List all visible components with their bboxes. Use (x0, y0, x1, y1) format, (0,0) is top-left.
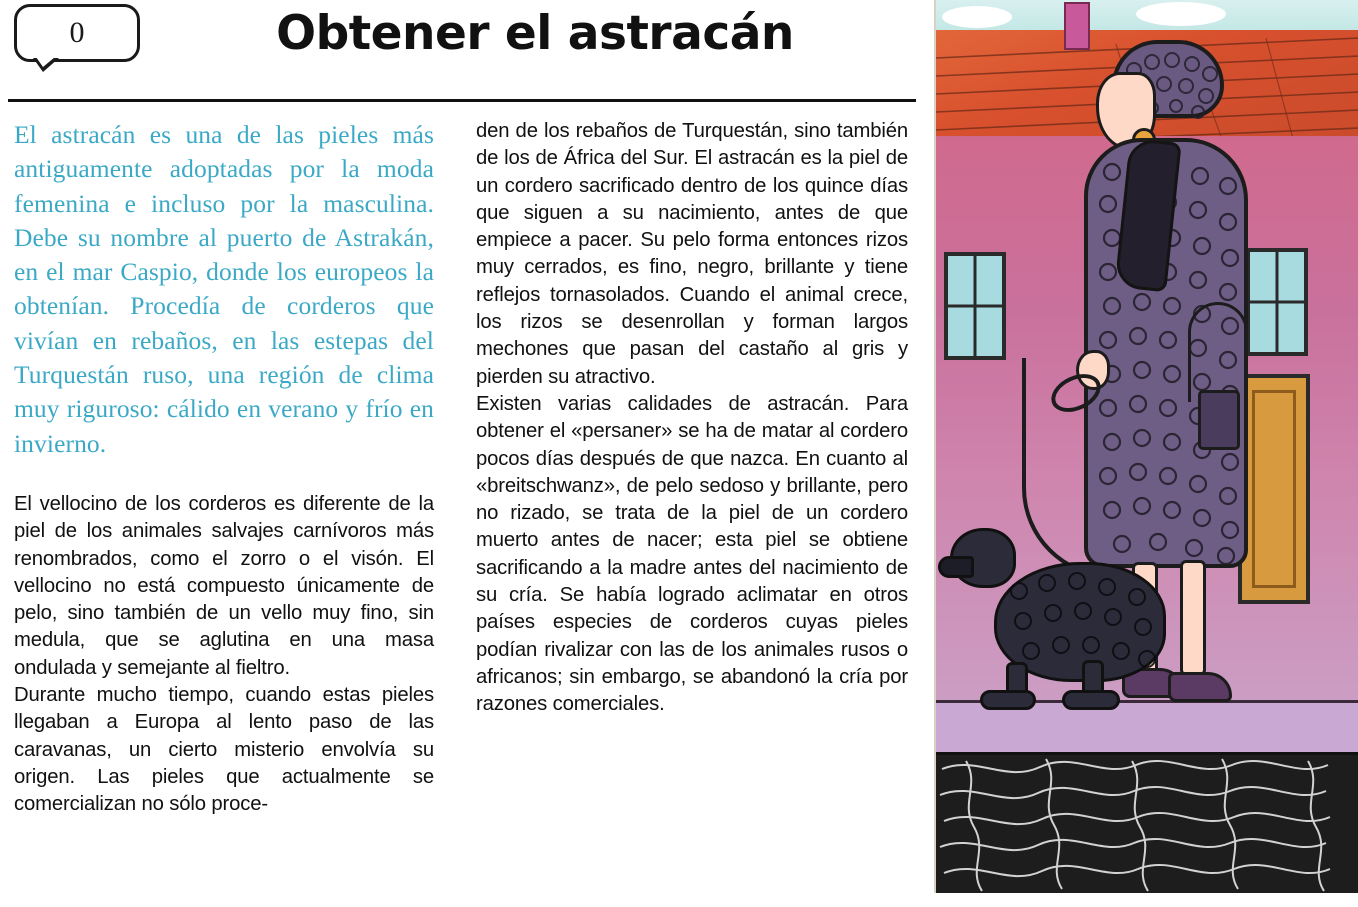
left-paragraph-1: El vellocino de los corderos es diferente de la piel de los animales salvajes carnívoros más renombrados, como el zorro o el visón. El vellocino no está compuesto únicamente de pelo, sino también de un vello muy fino, sin medula, que se aglutina en una masa ondulada y semejante al fieltro. (14, 492, 434, 679)
speech-bubble-tail-inner-icon (36, 57, 55, 67)
dog-paw-front (1062, 690, 1120, 710)
window-left (944, 252, 1006, 360)
dog-snout (938, 556, 974, 578)
shoe-front (1168, 672, 1232, 702)
cloud-icon (1136, 2, 1226, 26)
intro-paragraph: El astracán es una de las pieles más antiguamente adoptadas por la moda femenina e incluso por la masculina. Debe su nombre al puerto de Astrakán, en el mar Caspio, donde los europeos la obtenían. Procedía de corderos que vivían en rebaños, en las estepas del Turquestán ruso, una región de clima muy riguroso: cálido en verano y frío en invierno. (14, 120, 434, 458)
handbag-strap (1188, 302, 1248, 402)
chimney (1064, 2, 1090, 50)
section-number-badge (14, 4, 140, 62)
fur-swirl-texture-icon (936, 755, 1358, 893)
door-panel (1252, 390, 1296, 588)
dog-paw-back (980, 690, 1036, 710)
header-divider (8, 99, 916, 102)
door (1238, 374, 1310, 604)
right-paragraph-1: den de los rebaños de Turquestán, sino también de los de África del Sur. El astracán es la piel de un cordero sacrificado dentro de los quince días que siguen a su nacimiento, antes de que empiece a pacer. Su pelo forma entonces rizos muy cerrados, es fino, negro, brillante y tiene reflejos tornasolados. Cuando el animal crece, los rizos se desenrollan y forman largos mechones que pasan del castaño al gris y pierden su atractivo. (476, 120, 908, 388)
leg-front (1180, 560, 1206, 676)
illustration (934, 0, 1358, 893)
window-right (1246, 248, 1308, 356)
right-paragraph-2: Existen varias calidades de astracán. Para obtener el «persaner» se ha de matar al cordero pocos días después de que nazca. En cuanto al «breitschwanz», de pelo sedoso y brillante, pero no rizado, se trata de la piel de un cordero muerto antes de nacer; esta piel se obtiene sacrificando a la madre antes del nacimiento de su cría. Se había logrado aclimatar en otros países especies de corderos cuyas pieles podían rivalizar con las de los animales rusos o africanos; sin embargo, se abandonó la cría por razones comerciales. (476, 392, 908, 716)
handbag (1198, 390, 1240, 450)
window-mullion-horizontal (948, 305, 1002, 308)
section-number: 0 (69, 16, 85, 49)
cloud-icon (942, 6, 1012, 28)
left-paragraph-2: Durante mucho tiempo, cuando estas pieles llegaban a Europa al lento paso de las caravanas, un cierto misterio envolvía su origen. Las pieles que actualmente se comercializan no sólo proce- (14, 684, 434, 816)
text-column-left (14, 118, 434, 819)
window-mullion-horizontal (1250, 301, 1304, 304)
text-column-right (476, 118, 908, 719)
page-title: Obtener el astracán (276, 6, 794, 61)
foreground-fur-pattern (936, 752, 1358, 893)
article-header (0, 0, 930, 96)
